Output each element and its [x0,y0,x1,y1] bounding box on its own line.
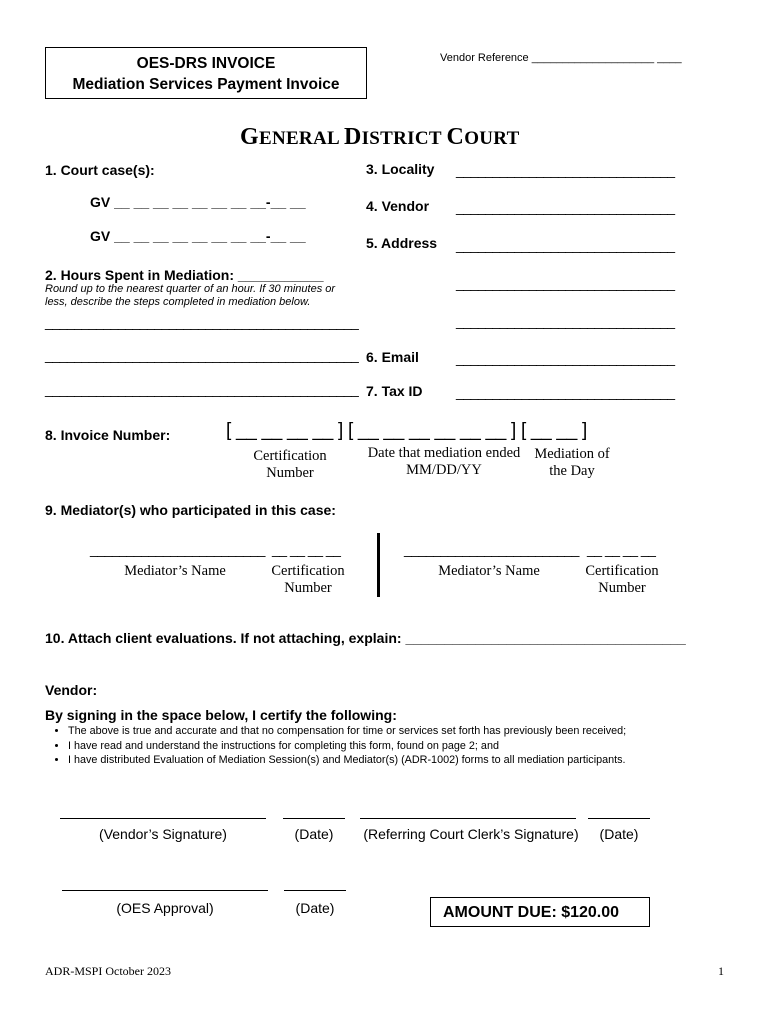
description-line-3[interactable]: ___________________________________________ [45,381,359,397]
locality-label: 3. Locality [366,161,435,177]
oes-date-caption: (Date) [295,900,335,916]
oes-approval-line[interactable] [62,890,268,891]
mediator-divider [377,533,380,597]
hours-note: Round up to the nearest quarter of an hour. If 30 minutes or less, describe the steps completed in mediation below. [45,283,336,308]
mediator-cert-field-2[interactable]: __ __ __ __ [587,541,656,557]
invoice-number-label: 8. Invoice Number: [45,427,171,443]
client-evaluations-field[interactable]: 10. Attach client evaluations. If not attaching, explain: ____________________________________ [45,630,686,646]
locality-field[interactable]: ______________________________ [456,162,675,178]
description-line-2[interactable]: ___________________________________________ [45,347,359,363]
mediator-cert-caption-1: Certification Number [271,563,345,596]
certify-label: By signing in the space below, I certify the following: [45,707,397,723]
invoice-title-box [45,47,367,99]
hours-spent-field[interactable]: 2. Hours Spent in Mediation: ___________ [45,267,324,283]
amount-due: AMOUNT DUE: $120.00 [430,897,650,927]
court-cases-label: 1. Court case(s): [45,162,155,178]
vendor-date-caption: (Date) [294,826,334,842]
invoice-number-field[interactable]: [ __ __ __ __ ] [ __ __ __ __ __ __ ] [ __ __ ] [226,420,587,441]
vendor-signature-line[interactable] [60,818,266,819]
certification-list [46,724,626,768]
clerk-signature-caption: (Referring Court Clerk’s Signature) [363,826,579,842]
certification-item: • I have read and understand the instructions for completing this form, found on page 2; and [68,739,626,754]
vendor-reference-field[interactable]: ____________________ ____ [531,52,682,64]
address-field-2[interactable]: ______________________________ [456,275,675,291]
court-title: GENERAL DISTRICT COURT [240,124,520,150]
mediator-cert-caption-2: Certification Number [585,563,659,596]
mediator-cert-field-1[interactable]: __ __ __ __ [272,541,341,557]
invoice-cap-date: Date that mediation ended MM/DD/YY [367,445,521,478]
gv-case-field-1[interactable]: GV __ __ __ __ __ __ __ __-__ __ [90,194,306,210]
mediators-label: 9. Mediator(s) who participated in this case: [45,502,336,518]
invoice-cap-mediation-day: Mediation of the Day [534,446,610,479]
tax-id-field[interactable]: ______________________________ [456,384,675,400]
oes-date-line[interactable] [284,890,346,891]
vendor-section-label: Vendor: [45,682,98,698]
page-number: 1 [718,964,724,978]
vendor-reference-label: Vendor Reference [440,52,529,64]
address-field-1[interactable]: ______________________________ [456,237,675,253]
description-line-1[interactable]: ___________________________________________ [45,314,359,330]
mediator-name-caption-1: Mediator’s Name [124,563,226,579]
vendor-field[interactable]: ______________________________ [456,199,675,215]
email-label: 6. Email [366,349,419,365]
vendor-label: 4. Vendor [366,198,430,214]
vendor-date-line[interactable] [283,818,345,819]
address-field-3[interactable]: ______________________________ [456,313,675,329]
vendor-reference [440,52,682,64]
mediator-name-caption-2: Mediator’s Name [438,563,540,579]
invoice-cap-certification: Certification Number [253,448,327,481]
clerk-date-line[interactable] [588,818,650,819]
certification-item: • The above is true and accurate and that no compensation for time or services set forth has previously been received; [68,724,626,739]
clerk-date-caption: (Date) [599,826,639,842]
mediator-name-field-1[interactable]: ________________________ [90,541,265,557]
form-id: ADR-MSPI October 2023 [45,964,171,978]
address-label: 5. Address [366,235,438,251]
clerk-signature-line[interactable] [360,818,576,819]
invoice-title: OES-DRS INVOICE [136,55,276,72]
invoice-subtitle: Mediation Services Payment Invoice [72,76,340,93]
vendor-signature-caption: (Vendor’s Signature) [99,826,227,842]
tax-id-label: 7. Tax ID [366,383,423,399]
certification-item: • I have distributed Evaluation of Mediation Session(s) and Mediator(s) (ADR-1002) forms to all mediation participants. [68,753,626,768]
email-field[interactable]: ______________________________ [456,350,675,366]
gv-case-field-2[interactable]: GV __ __ __ __ __ __ __ __-__ __ [90,228,306,244]
oes-approval-caption: (OES Approval) [116,900,214,916]
mediator-name-field-2[interactable]: ________________________ [404,541,579,557]
